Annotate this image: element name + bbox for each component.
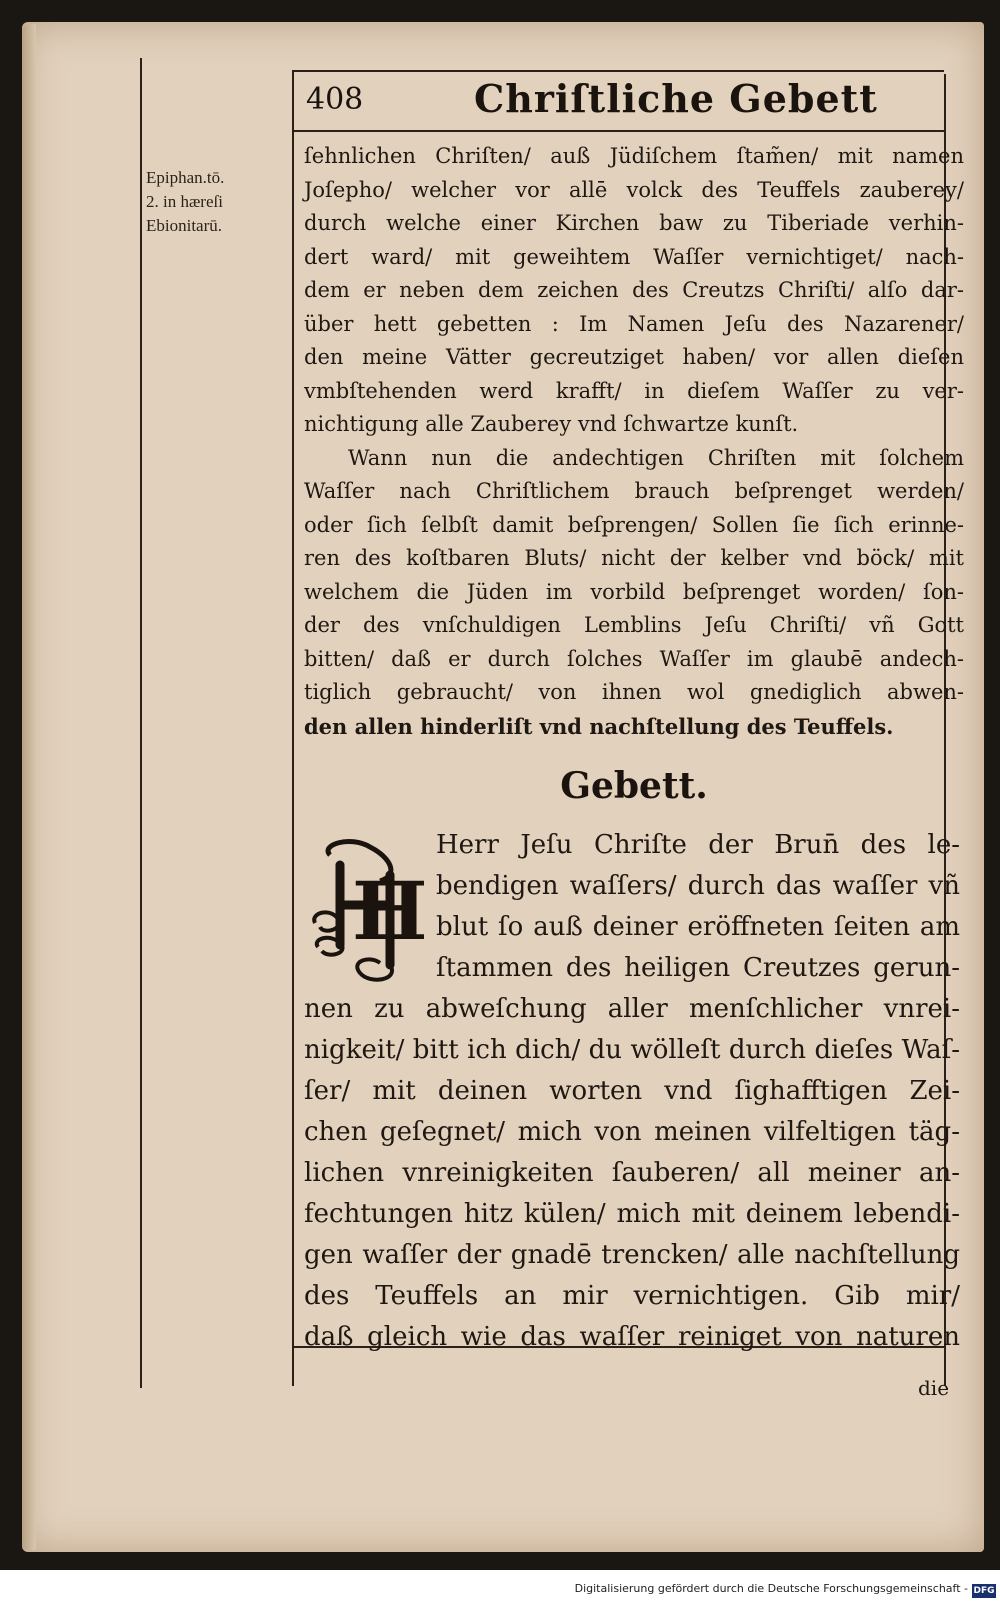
text-line: oder ſich ſelbſt damit beſprengen/ Sollen ſie ſich erinne- <box>304 512 964 537</box>
text-line: ren des koſtbaren Bluts/ nicht der kelber vnd böck/ mit <box>304 546 964 570</box>
prayer-line: daß gleich wie das waſſer reiniget von naturen <box>304 1322 960 1352</box>
marginal-note-line: Epiphan.tō. <box>146 168 225 187</box>
running-header <box>306 76 966 128</box>
text-line: ſehnlichen Chriſten/ auß Jüdiſchem ſtam̃en/ mit namen <box>304 144 964 168</box>
section-heading: Gebett. <box>560 765 708 807</box>
marginal-note-line: 2. in hæreſi <box>146 192 223 211</box>
page-number: 408 <box>306 82 364 117</box>
prayer-line: bendigen waſſers/ durch das waſſer vñ <box>436 871 960 901</box>
text-line: durch welche einer Kirchen baw zu Tiberiade verhin- <box>304 211 964 235</box>
prayer-line: chen geſegnet/ mich von meinen vilfeltigen täg- <box>304 1117 960 1147</box>
prayer-line: blut ſo auß deiner eröffneten ſeiten am <box>436 912 960 942</box>
header-rule-bottom <box>294 130 944 132</box>
prayer-line: ſer/ mit deinen worten vnd ſighafftigen Zei- <box>304 1076 960 1106</box>
credit-text: Digitalisierung gefördert durch die Deutsche Forschungsgemeinschaft - <box>574 1582 968 1595</box>
prayer-text <box>304 825 960 1358</box>
page-edge <box>22 24 36 1550</box>
marginal-note <box>146 166 286 238</box>
text-line: über hett gebetten : Im Namen Jeſu des Nazarener/ <box>304 311 964 336</box>
prayer-line: des Teuffels an mir vernichtigen. Gib mir/ <box>304 1281 960 1311</box>
prayer-line: lichen vnreinigkeiten ſauberen/ all meiner an- <box>304 1158 960 1188</box>
initial-letter: H <box>352 864 428 958</box>
text-line: dert ward/ mit geweihtem Waſſer vernichtiget/ nach- <box>304 244 964 269</box>
text-line: vmbſtehenden werd krafft/ in dieſem Waſſer zu ver- <box>304 378 964 403</box>
text-line: Wann nun die andechtigen Chriſten mit ſolchem <box>348 445 964 470</box>
text-line: den allen hinderliſt vnd nachſtellung des Teuffels. <box>304 713 894 739</box>
margin-rule-left <box>140 58 142 1388</box>
digitization-credit <box>0 1582 1000 1602</box>
prayer-line: nigkeit/ bitt ich dich/ du wölleſt durch dieſes Waſ- <box>304 1035 960 1065</box>
dfg-logo: DFG <box>973 1586 995 1596</box>
text-line: Waſſer nach Chriſtlichem brauch beſprenget werden/ <box>304 479 964 503</box>
text-line: den meine Vätter gecreutziget haben/ vor allen dieſen <box>304 345 964 369</box>
prayer-line: Herr Jeſu Chriſte der Brun̄ des le- <box>436 830 960 860</box>
body-text <box>304 140 964 743</box>
prayer-line: fechtungen hitz külen/ mich mit deinem lebendi- <box>304 1199 960 1229</box>
text-line: der des vnſchuldigen Lemblins Jeſu Chriſti/ vñ Gott <box>304 613 964 637</box>
text-line: tiglich gebraucht/ von ihnen wol gnediglich abwen- <box>304 680 964 704</box>
prayer-line: ſtammen des heiligen Creutzes gerun- <box>436 953 960 983</box>
prayer-line: nen zu abweſchung aller menſchlicher vnrei- <box>304 994 960 1024</box>
prayer-line: gen waſſer der gnadē trencken/ alle nachſtellung <box>304 1240 960 1270</box>
text-line: Joſepho/ welcher vor allē volck des Teuffels zauberey/ <box>304 177 964 202</box>
text-line: bitten/ daß er durch ſolches Waſſer im glaubē andech- <box>304 646 964 671</box>
header-rule-top <box>294 70 944 72</box>
text-line: welchem die Jüden im vorbild beſprenget worden/ ſon- <box>304 579 964 604</box>
running-title: Chriſtliche Gebett <box>474 76 878 121</box>
text-line: dem er neben dem zeichen des Creutzs Chriſti/ alſo dar- <box>304 278 964 302</box>
catchword: die <box>918 1376 950 1400</box>
marginal-note-line: Ebionitarū. <box>146 216 223 235</box>
text-line: nichtigung alle Zauberey vnd ſchwartze kunſt. <box>304 412 799 436</box>
text-rule-left <box>292 70 294 1386</box>
